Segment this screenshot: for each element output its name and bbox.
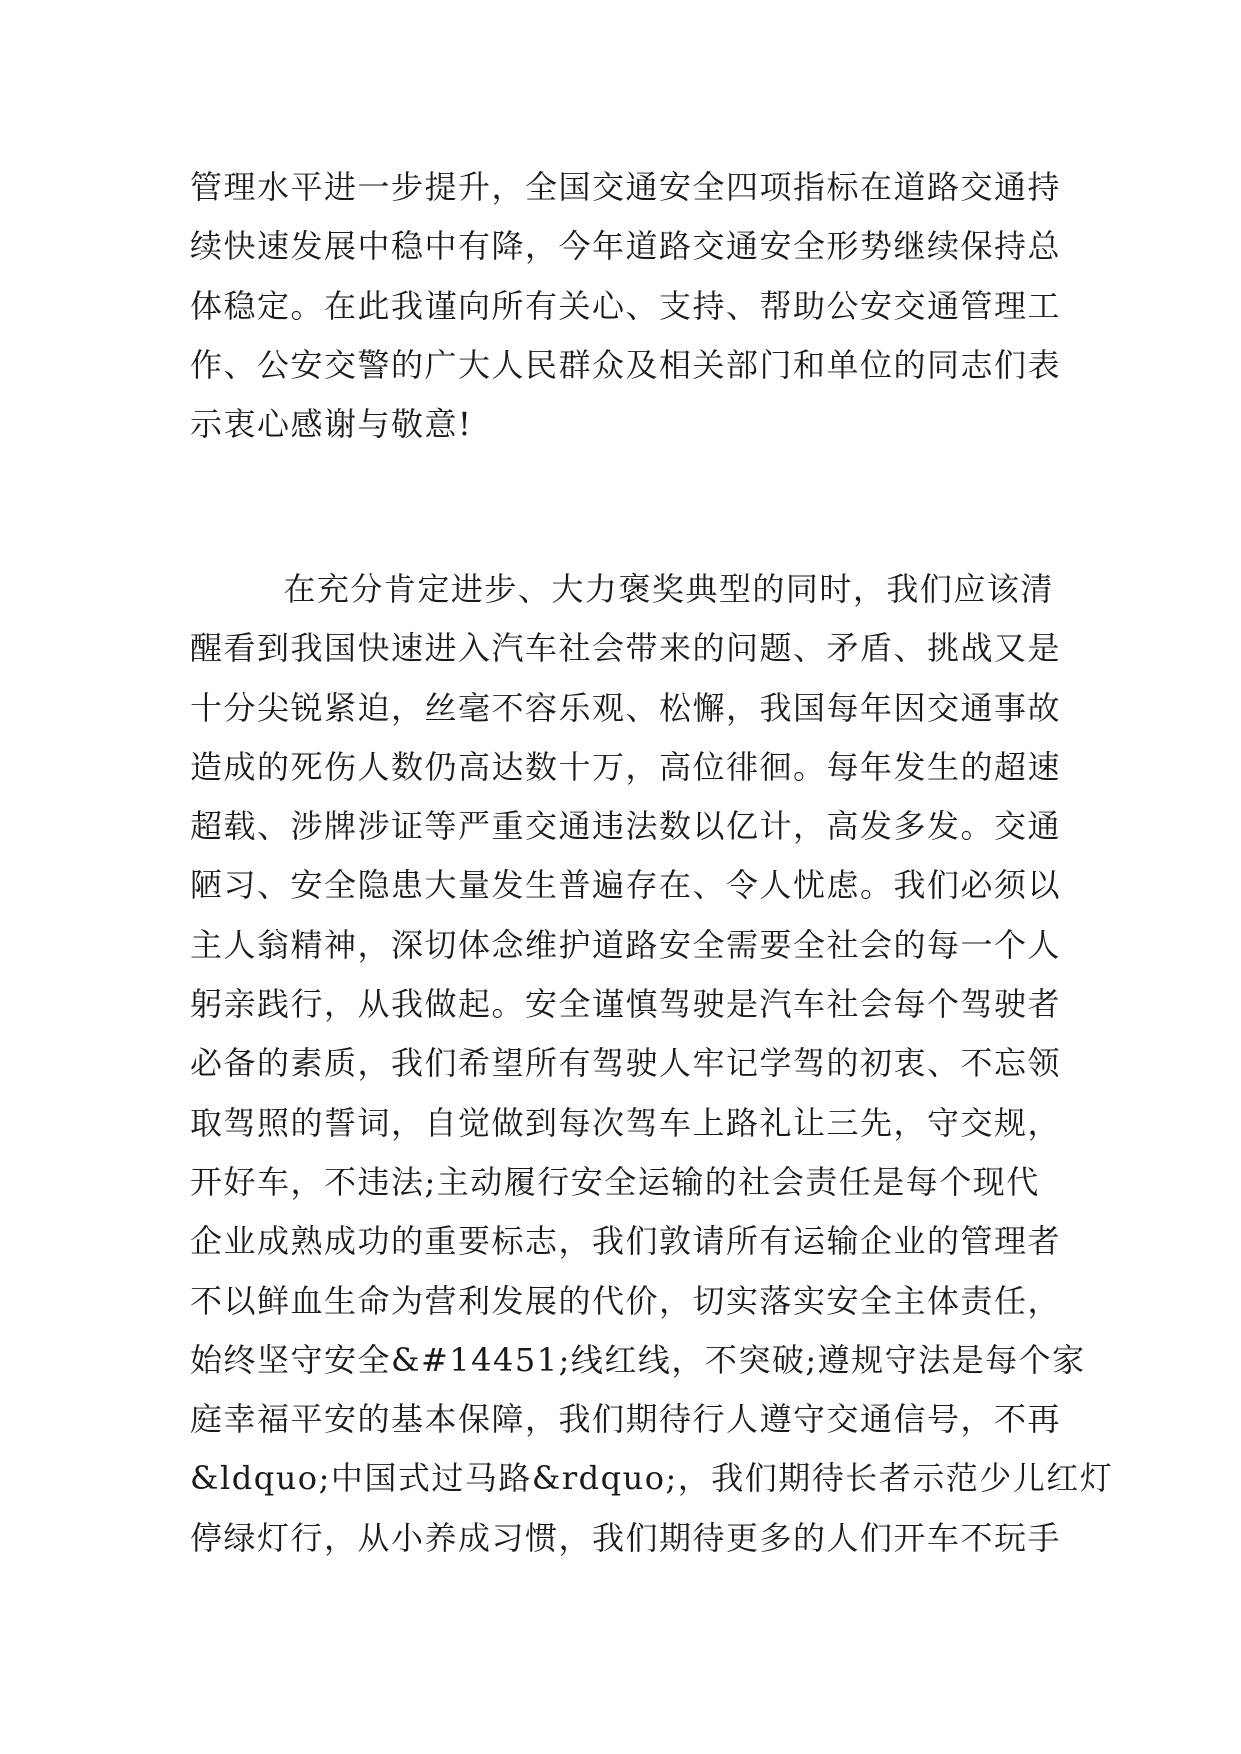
text-line: 作、公安交警的广大人民群众及相关部门和单位的同志们表 [190, 345, 1062, 384]
text-line: 陋习、安全隐患大量发生普遍存在、令人忧虑。我们必须以 [190, 866, 1062, 905]
text-line: 躬亲践行，从我做起。安全谨慎驾驶是汽车社会每个驾驶者 [190, 985, 1062, 1024]
text-line: 十分尖锐紧迫，丝毫不容乐观、松懈，我国每年因交通事故 [190, 688, 1062, 727]
text-line: 在充分肯定进步、大力褒奖典型的同时，我们应该清 [190, 570, 1054, 608]
paragraph-2 [190, 560, 1114, 1568]
text-line: &ldquo;中国式过马路&rdquo;，我们期待长者示范少儿红灯 [190, 1459, 1114, 1498]
text-line: 取驾照的誓词，自觉做到每次驾车上路礼让三先，守交规， [190, 1103, 1062, 1142]
text-line: 开好车，不违法;主动履行安全运输的社会责任是每个现代 [190, 1162, 1040, 1201]
paragraph-1 [190, 158, 1070, 454]
text-line: 庭幸福平安的基本保障，我们期待行人遵守交通信号，不再 [190, 1400, 1062, 1439]
text-line: 造成的死伤人数仍高达数十万，高位徘徊。每年发生的超速 [190, 747, 1062, 786]
text-line: 醒看到我国快速进入汽车社会带来的问题、矛盾、挑战又是 [190, 629, 1062, 668]
text-line: 超载、涉牌涉证等严重交通违法数以亿计，高发多发。交通 [190, 807, 1062, 846]
text-line: 企业成熟成功的重要标志，我们敦请所有运输企业的管理者 [190, 1222, 1062, 1261]
text-line: 不以鲜血生命为营利发展的代价，切实落实安全主体责任， [190, 1281, 1062, 1320]
text-line: 主人翁精神，深切体念维护道路安全需要全社会的每一个人 [190, 925, 1062, 964]
text-line: 管理水平进一步提升，全国交通安全四项指标在道路交通持 [190, 168, 1062, 206]
text-line: 体稳定。在此我谨向所有关心、支持、帮助公安交通管理工 [190, 286, 1062, 325]
text-line: 必备的素质，我们希望所有驾驶人牢记学驾的初衷、不忘领 [190, 1044, 1062, 1083]
text-line: 始终坚守安全&#14451;线红线，不突破;遵规守法是每个家 [190, 1340, 1086, 1379]
text-line: 示衷心感谢与敬意! [190, 405, 473, 444]
text-line: 停绿灯行，从小养成习惯，我们期待更多的人们开车不玩手 [190, 1518, 1062, 1557]
text-line: 续快速发展中稳中有降，今年道路交通安全形势继续保持总 [190, 227, 1062, 266]
